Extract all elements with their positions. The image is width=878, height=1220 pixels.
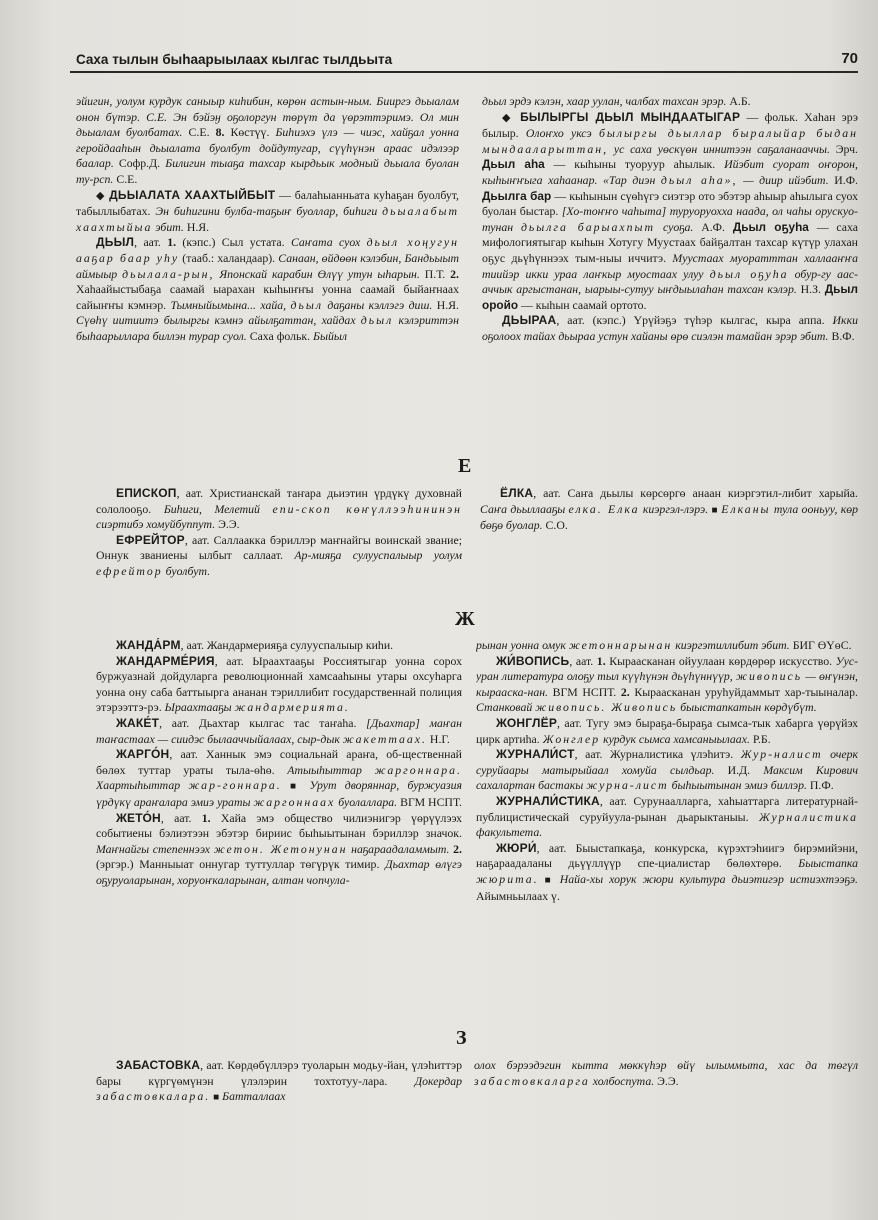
column-z-right bbox=[474, 1058, 858, 1089]
entry-yolka: ЁЛКА, аат. Саҥа дьылы көрсөргө анаан киэргэтил-либит харыйа. Саҥа дьыллааҕы елка. Елка киэргэл-лэрэ. ■ Елканы тула ооньуу, көр бөҕө буолар. С.О. bbox=[480, 486, 858, 533]
entry-episkop: ЕПИСКОП, аат. Христианскай таҥара дьиэтин үрдүкү духовнай сололооҕо. Биһиги, Мелетий епи-скоп көҥүллээһининэн сиэртибэ хомуйбуппут. Э.Э. bbox=[96, 486, 462, 532]
entry-zhurnalistika: ЖУРНАЛИ́СТИКА, аат. Сурунаалларга, хаһыаттарга литературнай-публицистическай суруйуула-рынан дьарыктаныы. Журналистика факультета. bbox=[476, 793, 858, 840]
entry-zabastovka: ЗАБАСТОВКА, аат. Көрдөбүллэрэ туоларын модьу-йан, үлэһиттэр бары күргүөмүнэн үлэлэрин тохтотуу-лара. Докердар забастовкалара. ■ Батталлаах bbox=[96, 1058, 462, 1104]
headword: ДЬЫРАА bbox=[502, 313, 557, 328]
square-icon: ■ bbox=[711, 504, 718, 516]
entry-continuation: дьыл эрдэ кэлэн, хаар уулан, чалбах тахсан эрэр. А.Б. bbox=[482, 94, 751, 108]
headword: ЖАНДАРМЕ́РИЯ bbox=[116, 653, 215, 668]
page-header bbox=[70, 52, 858, 72]
headword: ЁЛКА bbox=[500, 486, 534, 500]
entry-bylyrgy-dyl: ◆ БЫЛЫРГЫ ДЬЫЛ МЫНДААТЫГАР — фольк. Хаһан эрэ былыр. Олоҥхо уксэ былыргы дьыллар быралыйар быдан мындааларыттан, ус саха уөскүөн иннитээн саҕаланааччы. Эрч. Дьыл аһа — кыһыны туоруур аһылык. Ийэбит суорат оҥорон, кыһыҥҥыга хаһаанар. «Тар диэн дьыл аһа», — диир ийэбит. И.Ф. Дьылга бар — кыһынын сүөһүгэ сиэтэр ото эбэтэр аһыыр аһылыга суох буолан быстар. [Хо-тоҥҥо чаһыта] туруоруохха наада, ол чаһы орускуо-тунан дьылга барыахпыт суоҕа. А.Ф. Дьыл оҕуһа — саха мифологиятыгар кыһын Хотугу Муустаах байҕалтан тахсар күтүр улахан оҕус дьүһүннээх тым-ныы иччитэ. Муустаах муоратттан халлааҥҥа тиийэр икки ураа лаҥкыр муостаах улуу дьыл оҕуһа обур-гу аас-аччык аргыстанан, ыарыы-сутуу ыҥдыылаһан тахсан кэлэр. Н.З. Дьыл оройо — кыһын саамай ортото. bbox=[482, 109, 858, 312]
entry-efreitor: ЕФРЕЙТОР, аат. Саллааккa бэриллэр маҥнайгы воинскай звание; Оннук званиены ылбыт саллаат. Ар-мияҕа сулууспалыыр уолум ефрейтор буолбут. bbox=[96, 532, 462, 578]
entry-zhandarm: ЖАНДА́РМ, аат. Жандармерияҕа сулууспалыыр киһи. bbox=[116, 638, 394, 652]
entry-zhandarmeriya: ЖАНДАРМЕ́РИЯ, аат. Ыраахтааҕы Россиятыгар уонна сорох буржуазнай дойдуларга революционнай хамсааһыны утары охсуһарга уонна ону саба баттыырга ананан тэриллибит государственнай полиция этэрээттэ-рэ. Ыраахтааҕы жандармерията. bbox=[96, 653, 462, 715]
headword: ДЬЫАЛАТА ХААХТЫЙБЫТ bbox=[109, 187, 276, 202]
square-icon: ■ bbox=[544, 874, 554, 886]
entry-dyl: ДЬЫЛ, аат. 1. (кэпс.) Сыл устата. Саҥата суох дьыл хоңугун ааҕар баар уһу (тааб.: халандаар). Санаан, өйдөөн кэлэбин, Бандьыыт аймыыр дьылала-рын, Японскай карабин Өлүү утун ыһарын. П.Т. 2. Хаһаайыстыбаҕа саамай ыарахан кыһыҥҥы уонна саамай быйаҥнаах сайыҥҥы кэмнэр. Тымныйымына... хайа, дьыл даҕаны кэллэгэ диш. Н.Я. Сүөһү иитиитэ былыргы кэмнэ айылҕаттан, хайдах дьыл кэлэриттэн быһаарыллара биллэн турар суол. Саха фольк. Быйыл bbox=[76, 235, 459, 343]
headword: ЖАРГО́Н bbox=[116, 747, 170, 762]
column-e-right bbox=[480, 486, 858, 534]
entry-zhaket: ЖАКЕ́Т, аат. Дьахтар кылгас тас таҥаһа. [Дьахтар] маҥан таҥастаах — сиидэс былааччыйалаах, сыр-дык жакеттаах. Н.Г. bbox=[96, 715, 462, 746]
headword: ЖАКЕ́Т bbox=[116, 715, 160, 730]
entry-zheton: ЖЕТО́Н, аат. 1. Хайа эмэ общество чилиэнигэр үөрүүлээх событиены бэлиэтээн эбэтэр бириис быһыытынан бэриллэр значок. Маҥнайгы степеннээх жетон. Жетонунан наҕараадаламмыт. 2. (эргэр.) Манныыат оннугар туттуллар төгүрүк тимир. Дьахтар өлүгэ оҕуруоларынан, хоруоҥкаларынан, алтан чопчула- bbox=[96, 810, 462, 887]
page-number: 70 bbox=[841, 50, 858, 67]
entry-continuation: эйигин, уолум курдук саныыр киһибин, көрөн астын-ным. Бииргэ дьыалам онон бүтэр. С.Е. Эн бэйэӈ оҕолоргун төрүт да үөрэттэримэ. Ол мин дьыалам буолбатах. С.Е. 8. Көстүү. Биһиэхэ үлэ — чиэс, хайҕал уонна геройдааһын дьыалата буолбут дойдутугар, сүүһүнэн араас идэлээр баалар. Софр.Д. Билигин тыаҕа тахсар кырдьык модный дьыала буолан ту-рсп. С.Е. bbox=[76, 94, 459, 186]
entry-zhurnalist: ЖУРНАЛИ́СТ, аат. Журналистика үлэһитэ. Жур-налист очерк суруйаары матырыйаал хомуйа сылдьар. И.Д. Максим Кирович сахалартан бастакы журна-лист быһыытынан эмиэ биллэр. П.Ф. bbox=[476, 747, 858, 793]
headword: ЖУРНАЛИ́СТИКА bbox=[496, 793, 600, 808]
entry-continuation: рынан уонна омук жетоннарынан киэргэтиллибит эбит. БИГ ӨҮөС. bbox=[476, 638, 852, 652]
section-letter-zh: Ж bbox=[455, 608, 475, 630]
column-e-left bbox=[96, 486, 462, 580]
headword: ЗАБАСТОВКА bbox=[116, 1058, 201, 1072]
headword: ЖЮРИ́ bbox=[496, 840, 537, 855]
running-title: Саха тылын быһаарыылаах кылгас тылдьыта bbox=[76, 52, 393, 67]
square-icon: ■ bbox=[213, 1092, 220, 1104]
column-z-left bbox=[96, 1058, 462, 1106]
entry-dyalata-haahtyibyt: ◆ ДЬЫАЛАТА ХААХТЫЙБЫТ — балаһыанньата куһаҕан буолбут, табыллыбатах. Эн биһигини булба-таҕыҥ буоллар, биһиги дьыалабыт хаахтыйыа эбит. Н.Я. bbox=[76, 187, 459, 234]
headword: ЖАНДА́РМ bbox=[116, 638, 181, 652]
headword: ЖОНГЛЁР bbox=[496, 715, 558, 730]
header-rule bbox=[70, 71, 858, 73]
column-zh-left bbox=[96, 638, 462, 889]
diamond-icon: ◆ bbox=[502, 111, 514, 124]
entry-continuation: олох бэрээдэгин кытта мөккүһэр өйү ылыммыта, хас да төгүл забастовкаларга холбоспута. Э.Э. bbox=[474, 1058, 858, 1088]
entry-zhyuri: ЖЮРИ́, аат. Быыстапкаҕа, конкурска, күрэхтэһиигэ бирэмийэни, наҕараадаланы дьүүллүүр спе-циалистар бөлөхтөрө. Быыстапка жюрита. ■ Найа-хы хорук жюри культура дьиэтигэр истиэхтээҕэ. Айымньылаах ү. bbox=[476, 840, 858, 903]
diamond-icon: ◆ bbox=[96, 189, 106, 202]
column-zh-right bbox=[476, 638, 858, 904]
entry-zhongler: ЖОНГЛЁР, аат. Тугу эмэ быраҕа-быраҕа сымса-тык хабарга үөрүйэх цирк артиһа. Жонглер курдук сымса хамсаныылаах. Р.Б. bbox=[476, 715, 858, 746]
headword: ЖУРНАЛИ́СТ bbox=[496, 747, 575, 762]
column-upper-right bbox=[482, 94, 858, 345]
headword: ЕФРЕЙТОР bbox=[116, 532, 185, 547]
headword: ЕПИСКОП bbox=[116, 486, 177, 500]
headword: ЖЕТО́Н bbox=[116, 810, 161, 825]
headword: ЖИ́ВОПИСЬ bbox=[496, 653, 570, 668]
entry-dyraa: ДЬЫРАА, аат. (кэпс.) Үрүйэҕэ түһэр кылгас, кыра аппа. Икки оҕолоох тайах дьыраа устун хайаны өрө сиэлэн тамайан эрэр эбит. В.Ф. bbox=[482, 313, 858, 343]
headword: БЫЛЫРГЫ ДЬЫЛ МЫНДААТЫГАР bbox=[520, 109, 741, 124]
entry-zhargon: ЖАРГО́Н, аат. Ханнык эмэ социальнай араҥа, об-щественнай бөлөх туттар ураты тыла-өһө. Атыыһыттар жаргоннара. Хаартыһыттар жар-гоннара. ■ Урут дворяннар, буржуазия үрдүкү араҥалара эмиэ ураты жаргоннаах буолаллара. ВГМ НСПТ. bbox=[96, 747, 462, 809]
column-upper-left bbox=[76, 94, 459, 345]
square-icon: ■ bbox=[290, 781, 302, 793]
entry-zhivopis: ЖИ́ВОПИСЬ, аат. 1. Кыраасканан ойуулаан көрдөрөр искусство. Уус-уран литература олоҕу тыл күүһүнэн дьүһүннүүр, живопись — өҥүнэн, кырааска-нан. ВГМ НСПТ. 2. Кыраасканан уруһуйдаммыт хар-тыыналар. Станковай живопись. Живопись быыстапкатын көрдүбүт. bbox=[476, 653, 858, 715]
section-letter-z: З bbox=[456, 1027, 467, 1049]
section-letter-e: Е bbox=[458, 455, 472, 477]
headword: ДЬЫЛ bbox=[96, 235, 135, 250]
